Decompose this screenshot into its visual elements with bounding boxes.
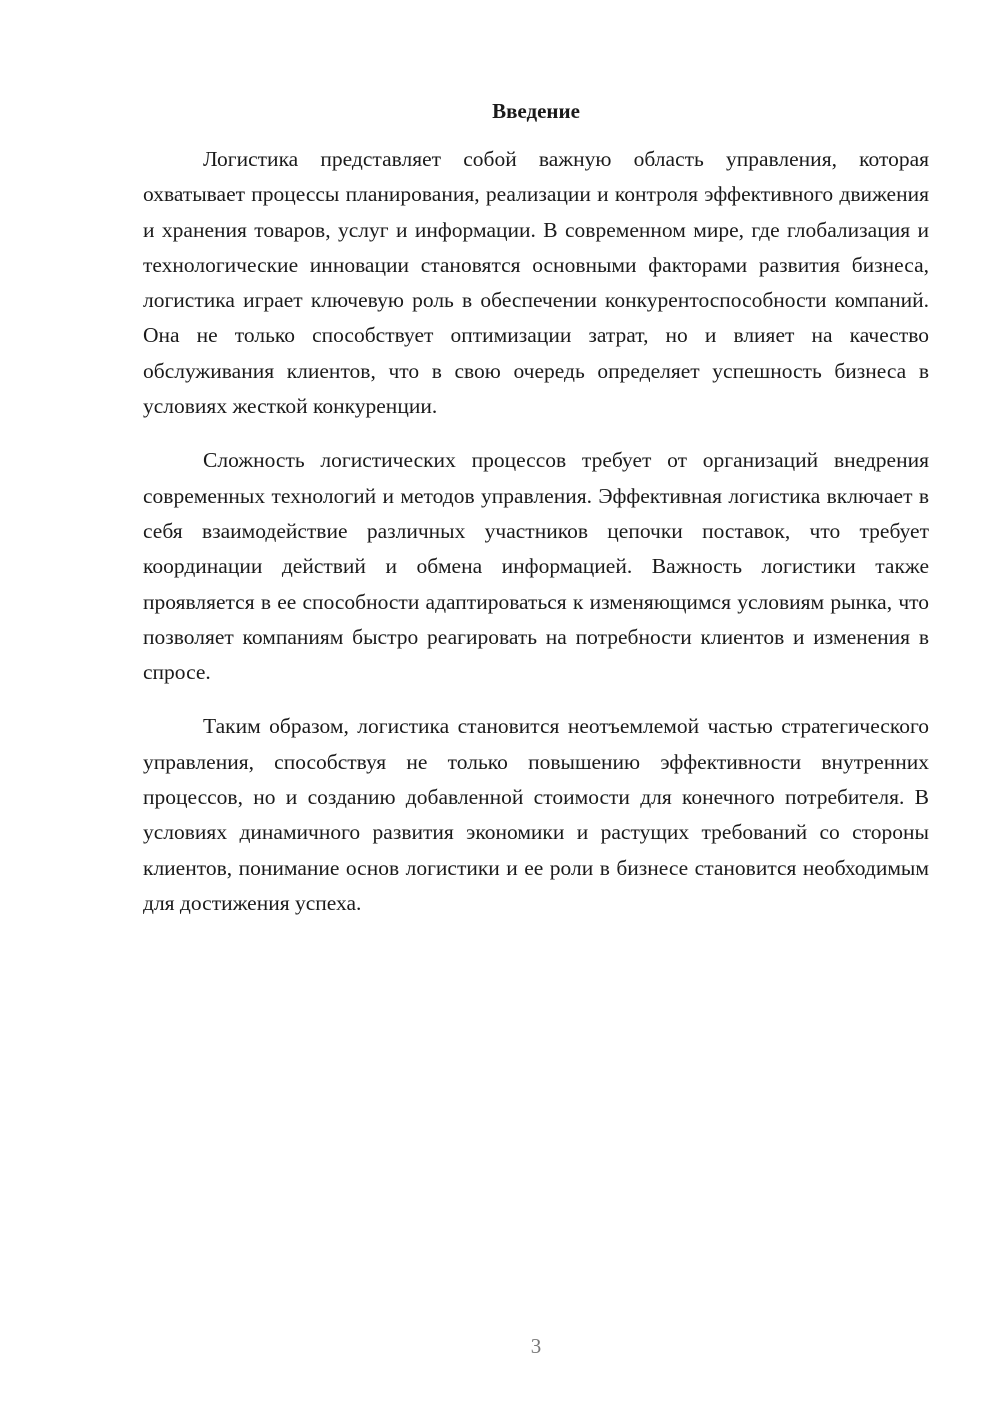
paragraph-1: Логистика представляет собой важную область управления, которая охватывает процессы планирования, реализации и контроля эффективного движения и хранения товаров, услуг и информации. В современном мире, где глобализация и технологические инновации становятся основными факторами развития бизнеса, логистика играет ключевую роль в обеспечении конкурентоспособности компаний. Она не только способствует оптимизации затрат, но и влияет на качество обслуживания клиентов, что в свою очередь определяет успешность бизнеса в условиях жесткой конкуренции. (143, 147, 929, 419)
paragraph-2: Сложность логистических процессов требует от организаций внедрения современных технологий и методов управления. Эффективная логистика включает в себя взаимодействие различных участников цепочки поставок, что требует координации действий и обмена информацией. Важность логистики также проявляется в ее способности адаптироваться к изменяющимся условиям рынка, что позволяет компаниям быстро реагировать на потребности клиентов и изменения в спросе. (143, 448, 929, 685)
page-number: 3 (530, 1334, 542, 1358)
paragraph-3: Таким образом, логистика становится неотъемлемой частью стратегического управления, способствуя не только повышению эффективности внутренних процессов, но и созданию добавленной стоимости для конечного потребителя. В условиях динамичного развития экономики и растущих требований со стороны клиентов, понимание основ логистики и ее роли в бизнесе становится необходимым для достижения успеха. (143, 714, 929, 915)
page-title: Введение (492, 99, 580, 123)
body-text (143, 142, 929, 940)
